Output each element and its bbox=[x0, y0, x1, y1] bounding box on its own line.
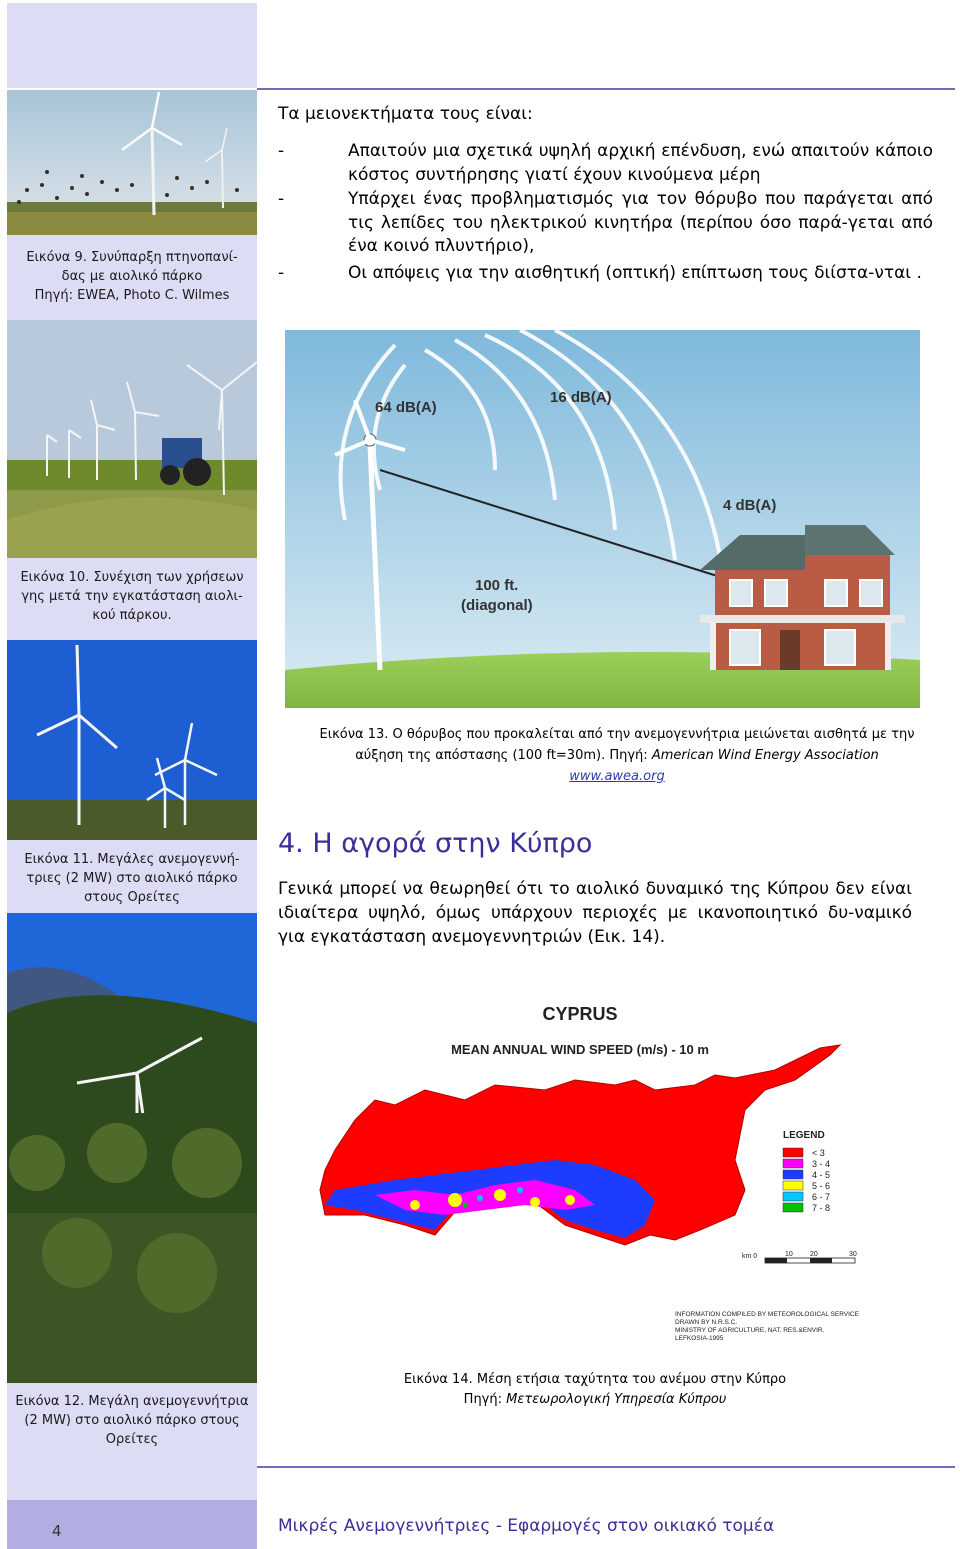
footer-title: Μικρές Ανεμογεννήτριες - Εφαρμογές στον οικιακό τομέα bbox=[278, 1516, 775, 1536]
legend-swatch bbox=[783, 1159, 803, 1168]
bullet-dash-3: - bbox=[278, 263, 285, 283]
noise-figure bbox=[285, 330, 920, 708]
page-number: 4 bbox=[52, 1522, 62, 1540]
scale-km: km 0 bbox=[742, 1253, 758, 1260]
fig9-photo bbox=[7, 90, 257, 235]
fig13-caption bbox=[307, 724, 927, 787]
fig12-photo bbox=[7, 913, 257, 1383]
fig14-caption-line2 bbox=[395, 1390, 795, 1410]
house-illustration bbox=[700, 525, 905, 670]
fig11-caption-line2: τριες (2 MW) στο αιολικό πάρκο bbox=[26, 871, 238, 886]
fig13-caption-line2 bbox=[307, 745, 927, 766]
fig13-caption-line1: Εικόνα 13. Ο θόρυβος που προκαλείται από την ανεμογεννήτρια μειώνεται αισθητά με την bbox=[319, 727, 915, 742]
map-subtitle: MEAN ANNUAL WIND SPEED (m/s) - 10 m bbox=[451, 1042, 709, 1057]
legend-swatch bbox=[783, 1192, 803, 1201]
bullet-text-2: Υπάρχει ένας προβληματισμός για τον θόρυβο που παράγεται από τις λεπίδες του ηλεκτρικού κινητήρα (περίπου όσο παρά-γεται από ένα κοινό πλυντήριο), bbox=[348, 189, 933, 256]
legend-label: 5 - 6 bbox=[812, 1181, 831, 1191]
fig12-caption bbox=[7, 1392, 257, 1449]
noise-label-16: 16 dB(A) bbox=[550, 389, 612, 406]
fig10-photo bbox=[7, 320, 257, 558]
sidebar-top-block bbox=[7, 3, 257, 88]
fig14-caption-line2-a: Πηγή: bbox=[463, 1392, 507, 1407]
scale-20: 20 bbox=[810, 1251, 818, 1258]
fig10-caption-line1: Εικόνα 10. Συνέχιση των χρήσεων bbox=[20, 570, 244, 585]
legend-swatch bbox=[783, 1203, 803, 1212]
legend-swatch bbox=[783, 1170, 803, 1179]
fig13-caption-line2-a: αύξηση της απόστασης (100 ft=30m). Πηγή: bbox=[355, 748, 652, 763]
fig10-caption bbox=[7, 568, 257, 625]
fig13-source: American Wind Energy Association bbox=[651, 748, 879, 763]
section-heading: 4. Η αγορά στην Κύπρο bbox=[278, 828, 593, 859]
legend-swatch bbox=[783, 1181, 803, 1190]
legend-label: 7 - 8 bbox=[812, 1203, 831, 1213]
fig14-caption-line1: Εικόνα 14. Μέση ετήσια ταχύτητα του ανέμου στην Κύπρο bbox=[403, 1372, 787, 1387]
legend-label: 4 - 5 bbox=[812, 1170, 831, 1180]
map-title: CYPRUS bbox=[542, 1004, 618, 1024]
legend-swatch bbox=[783, 1148, 803, 1157]
noise-distance-2: (diagonal) bbox=[461, 597, 533, 614]
fig12-caption-line3: Ορείτες bbox=[105, 1432, 159, 1447]
footer-page-block bbox=[7, 1500, 257, 1549]
noise-label-4: 4 dB(A) bbox=[723, 497, 777, 514]
map-info-3: MINISTRY OF AGRICULTURE, NAT. RES.&ENVIR. bbox=[675, 1327, 825, 1334]
map-info-2: DRAWN BY N.R.S.C. bbox=[675, 1319, 738, 1326]
bottom-rule bbox=[257, 1466, 955, 1468]
fig11-photo bbox=[7, 640, 257, 840]
top-rule bbox=[257, 88, 955, 90]
fig14-source: Μετεωρολογική Υπηρεσία Κύπρου bbox=[506, 1392, 727, 1407]
map-legend-title: LEGEND bbox=[783, 1130, 825, 1141]
bullet-text-1: Απαιτούν μια σχετικά υψηλή αρχική επένδυση, ενώ απαιτούν κάποιο κόστος συντήρησης γιατί έχουν κινούμενα μέρη bbox=[348, 141, 933, 185]
bullet-dash-1: - bbox=[278, 141, 285, 161]
fig9-caption bbox=[7, 248, 257, 305]
fig10-caption-line2: γης μετά την εγκατάσταση αιολι- bbox=[21, 589, 243, 604]
noise-distance-1: 100 ft. bbox=[475, 577, 519, 594]
fig9-caption-line3: Πηγή: EWEA, Photo C. Wilmes bbox=[34, 288, 230, 303]
fig11-caption bbox=[7, 850, 257, 907]
bullet-dash-2: - bbox=[278, 189, 285, 209]
fig9-caption-line2: δας με αιολικό πάρκο bbox=[61, 269, 203, 284]
legend-label: < 3 bbox=[812, 1148, 825, 1158]
fig11-caption-line1: Εικόνα 11. Μεγάλες ανεμογεννή- bbox=[24, 852, 240, 867]
fig14-caption bbox=[395, 1370, 795, 1410]
map-info-1: INFORMATION COMPILED BY METEOROLOGICAL SERVICE bbox=[675, 1311, 859, 1318]
intro-text: Τα μειονεκτήματα τους είναι: bbox=[278, 104, 533, 124]
legend-label: 3 - 4 bbox=[812, 1159, 831, 1169]
section-paragraph: Γενικά μπορεί να θεωρηθεί ότι το αιολικό δυναμικό της Κύπρου δεν είναι ιδιαίτερα υψηλό, όμως υπάρχουν περιοχές με ικανοποιητικό δυ-ναμικό για εγκατάσταση ανεμογεννητριών (Εικ. 14). bbox=[278, 879, 912, 947]
fig11-caption-line3: στους Ορείτες bbox=[84, 890, 180, 905]
cyprus-wind-map bbox=[295, 990, 900, 1362]
fig10-caption-line3: κού πάρκου. bbox=[92, 608, 172, 623]
fig9-caption-line1: Εικόνα 9. Συνύπαρξη πτηνοπανί- bbox=[26, 250, 238, 265]
map-info-4: LEFKOSIA-1995 bbox=[675, 1335, 724, 1342]
scale-30: 30 bbox=[849, 1251, 857, 1258]
noise-label-64: 64 dB(A) bbox=[375, 399, 437, 416]
fig12-caption-line1: Εικόνα 12. Μεγάλη ανεμογεννήτρια bbox=[15, 1394, 249, 1409]
awea-link[interactable]: www.awea.org bbox=[569, 769, 665, 784]
fig12-caption-line2: (2 MW) στο αιολικό πάρκο στους bbox=[24, 1413, 240, 1428]
legend-label: 6 - 7 bbox=[812, 1192, 831, 1202]
bullet-text-3: Οι απόψεις για την αισθητική (οπτική) επίπτωση τους διίστα-νται . bbox=[348, 263, 922, 283]
scale-10: 10 bbox=[785, 1251, 793, 1258]
